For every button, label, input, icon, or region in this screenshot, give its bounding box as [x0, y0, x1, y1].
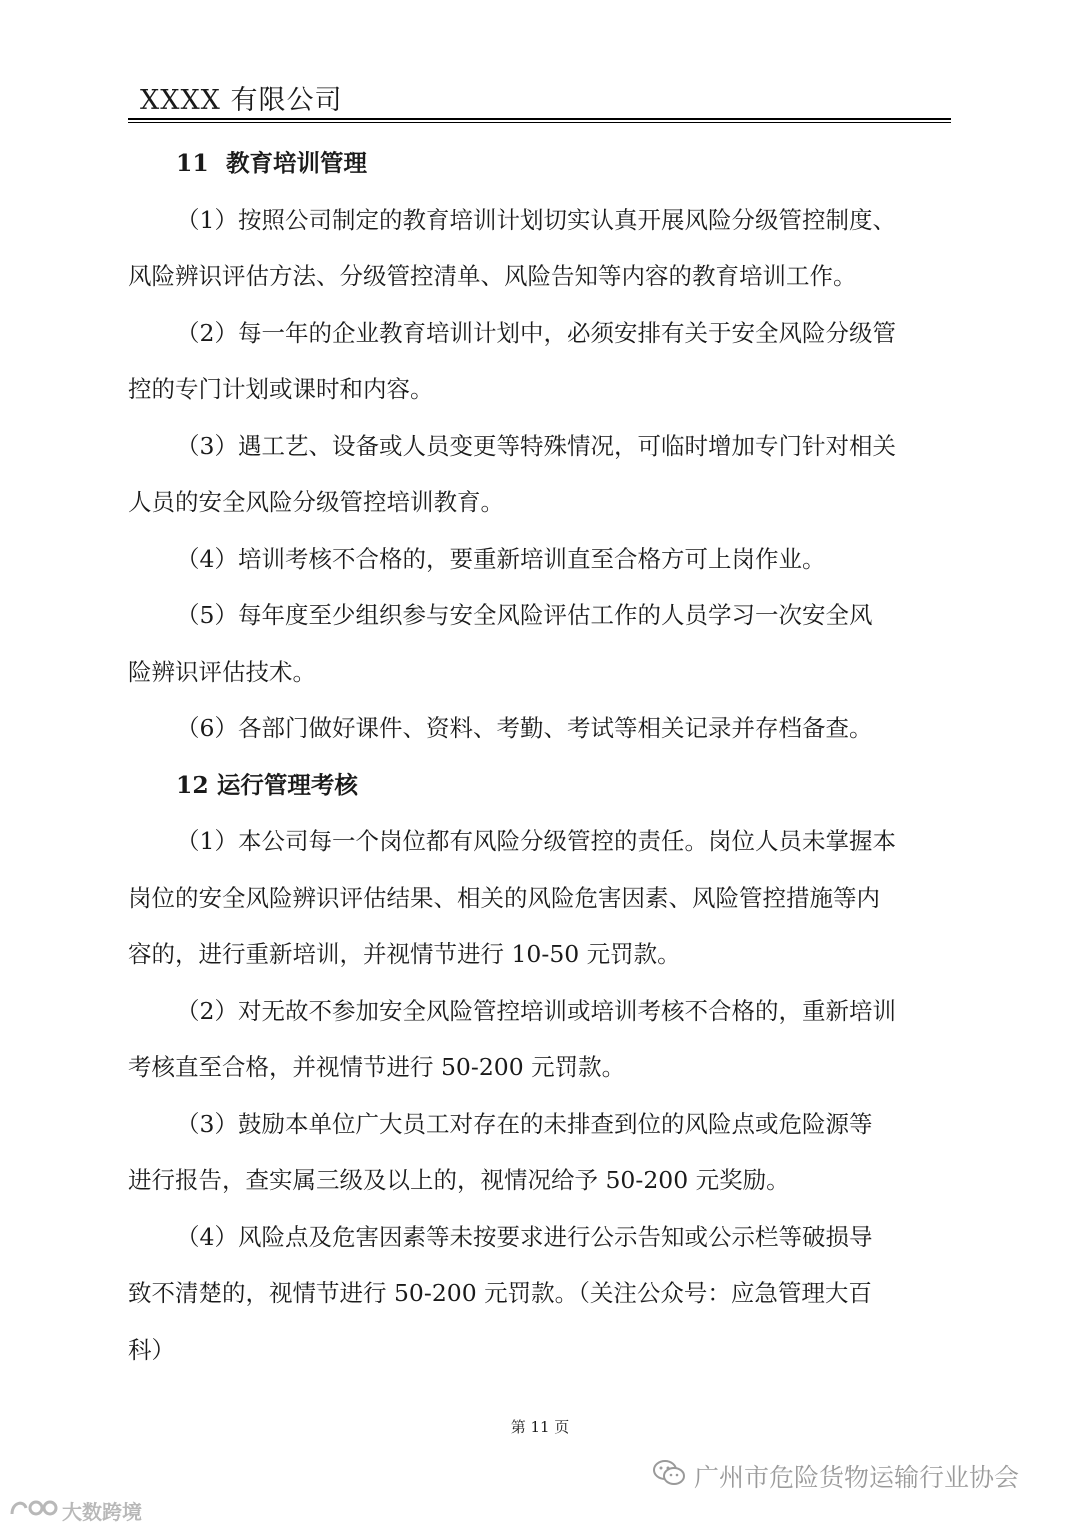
watermark-association-text: 广州市危险货物运输行业协会 — [694, 1463, 1020, 1492]
paragraph-line: 致不清楚的，视情节进行 50-200 元罚款。（关注公众号：应急管理大百 — [128, 1279, 872, 1307]
paragraph-line: 岗位的安全风险辨识评估结果、相关的风险危害因素、风险管控措施等内 — [128, 883, 880, 912]
paragraph-line: （3）遇工艺、设备或人员变更等特殊情况，可临时增加专门针对相关 — [176, 431, 896, 460]
paragraph-line: （2）对无故不参加安全风险管控培训或培训考核不合格的，重新培训 — [176, 996, 896, 1025]
paragraph-line: 控的专门计划或课时和内容。 — [128, 375, 434, 403]
watermark-brand — [8, 1496, 142, 1525]
paragraph-line: （5）每年度至少组织参与安全风险评估工作的人员学习一次安全风 — [176, 601, 873, 629]
paragraph-line: 进行报告，查实属三级及以上的，视情况给予 50-200 元奖励。 — [128, 1166, 790, 1194]
section-11-number: 11 — [176, 149, 209, 177]
watermark-association — [652, 1458, 1019, 1494]
page-number: 第 11 页 — [510, 1418, 570, 1436]
paragraph-line: 险辨识评估技术。 — [128, 657, 316, 686]
header-divider — [128, 118, 951, 123]
paragraph-line: （1）按照公司制定的教育培训计划切实认真开展风险分级管控制度、 — [176, 205, 896, 234]
section-12-heading: 12 运行管理考核 — [176, 770, 358, 799]
paragraph-line: （4）培训考核不合格的，要重新培训直至合格方可上岗作业。 — [176, 544, 826, 573]
wechat-icon — [652, 1458, 686, 1494]
logo-icon — [8, 1496, 58, 1525]
paragraph-line: （4）风险点及危害因素等未按要求进行公示告知或公示栏等破损导 — [176, 1222, 873, 1251]
paragraph-line: 容的，进行重新培训，并视情节进行 10-50 元罚款。 — [128, 940, 681, 968]
paragraph-line: 人员的安全风险分级管控培训教育。 — [128, 488, 504, 516]
paragraph-line: （1）本公司每一个岗位都有风险分级管控的责任。岗位人员未掌握本 — [176, 827, 896, 855]
paragraph-line: （2）每一年的企业教育培训计划中，必须安排有关于安全风险分级管 — [176, 318, 896, 347]
watermark-brand-text: 大数跨境 — [62, 1500, 142, 1524]
paragraph-line: 风险辨识评估方法、分级管控清单、风险告知等内容的教育培训工作。 — [128, 262, 857, 290]
company-header: XXXX 有限公司 — [140, 85, 343, 116]
section-11-heading — [128, 135, 951, 192]
document-body — [128, 135, 951, 1378]
paragraph-line: （3）鼓励本单位广大员工对存在的未排查到位的风险点或危险源等 — [176, 1109, 873, 1138]
paragraph-line: 考核直至合格，并视情节进行 50-200 元罚款。 — [128, 1053, 626, 1081]
paragraph-line: （6）各部门做好课件、资料、考勤、考试等相关记录并存档备查。 — [176, 714, 873, 742]
paragraph-line: 科） — [128, 1335, 175, 1364]
section-11-title: 教育培训管理 — [226, 149, 367, 177]
